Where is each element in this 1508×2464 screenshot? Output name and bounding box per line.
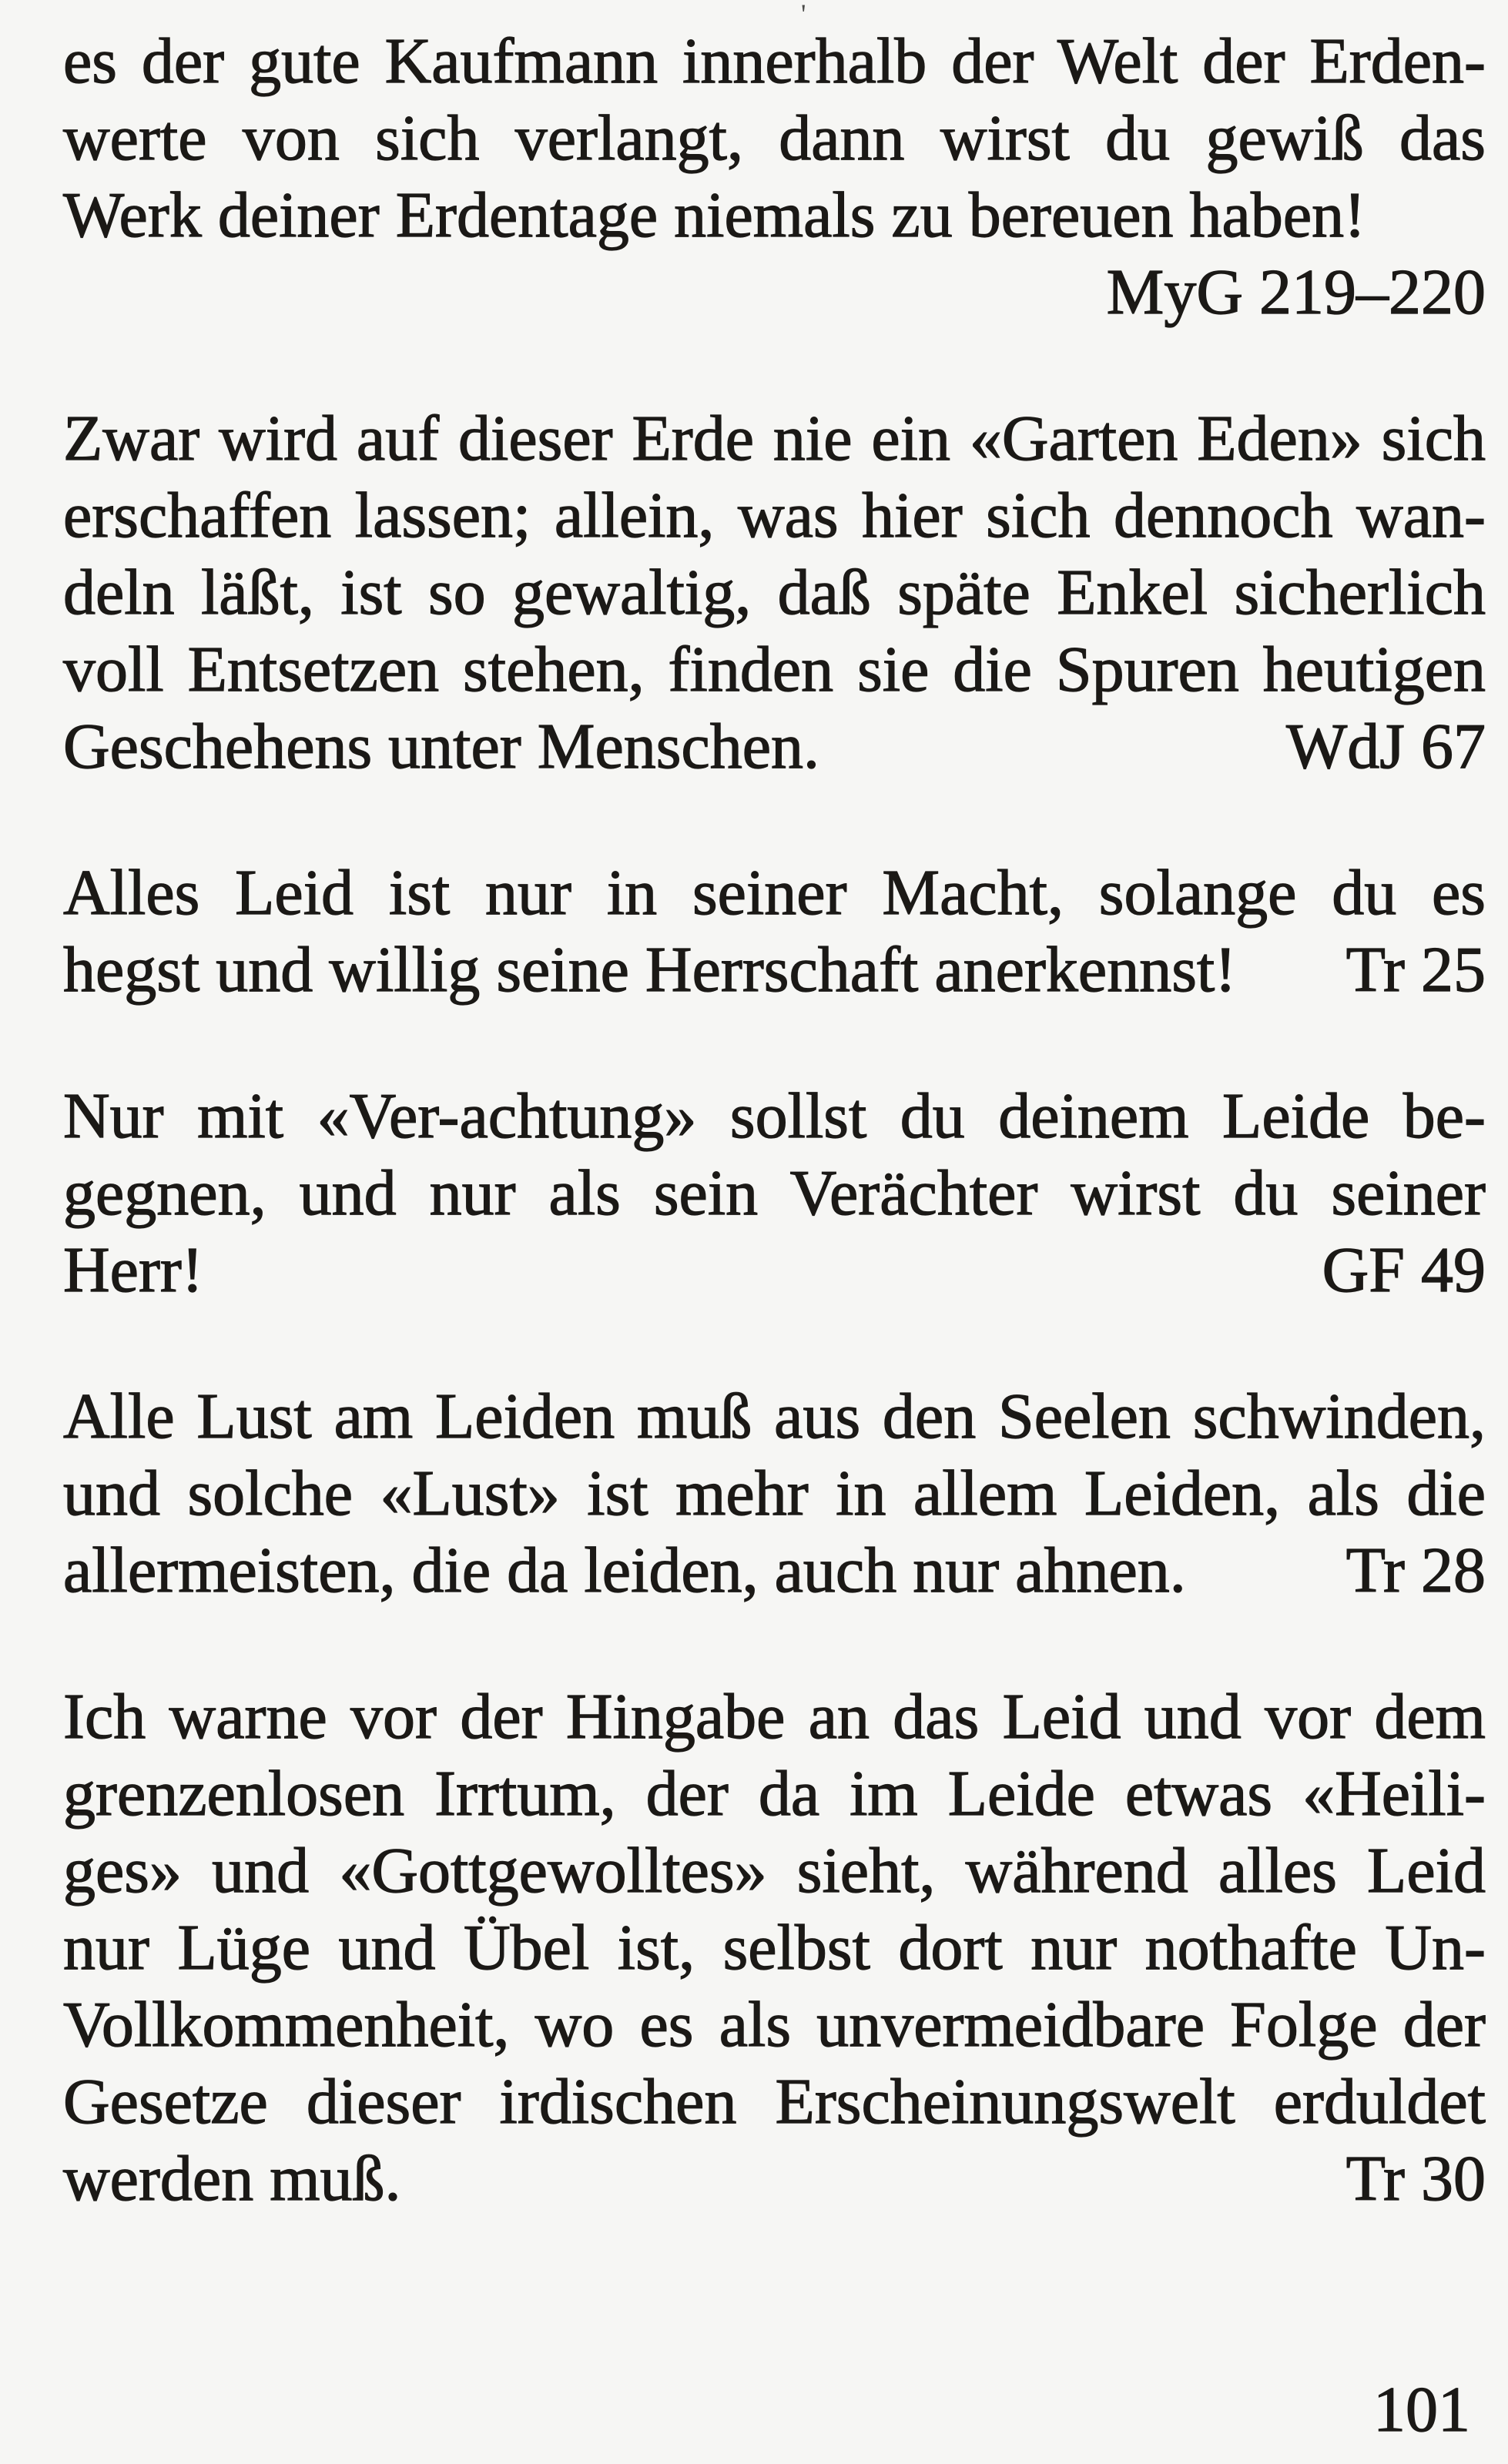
text-line xyxy=(63,1232,1486,1309)
text-fragment: hegst und willig seine Herrschaft anerkennst! xyxy=(63,934,1237,1006)
text-line: es der gute Kaufmann innerhalb der Welt der Erden- xyxy=(63,25,1486,97)
text-line xyxy=(63,2141,1486,2218)
text-line: Alles Leid ist nur in seiner Macht, solange du es xyxy=(63,857,1486,929)
citation: Tr 25 xyxy=(1345,934,1486,1006)
text-line: und solche «Lust» ist mehr in allem Leiden, als die xyxy=(63,1458,1486,1529)
text-line: Werk deiner Erdentage niemals zu bereuen haben! xyxy=(63,179,1366,251)
text-fragment: Herr! xyxy=(63,1234,203,1306)
citation: MyG 219–220 xyxy=(1106,256,1486,328)
text-fragment: allermeisten, die da leiden, auch nur ahnen. xyxy=(63,1535,1186,1606)
text-line: deln läßt, ist so gewaltig, daß späte Enkel sicherlich xyxy=(63,557,1486,628)
text-line xyxy=(63,932,1486,1009)
text-line xyxy=(63,708,1486,785)
citation: Tr 30 xyxy=(1345,2143,1486,2215)
paragraph-6 xyxy=(63,1679,1486,2218)
text-line: voll Entsetzen stehen, finden sie die Spuren heutigen xyxy=(63,634,1486,705)
text-fragment: werden muß. xyxy=(63,2143,401,2215)
text-line: werte von sich verlangt, dann wirst du gewiß das xyxy=(63,102,1486,174)
text-line: nur Lüge und Übel ist, selbst dort nur nothafte Un- xyxy=(63,1912,1486,1984)
paragraph-4 xyxy=(63,1078,1486,1309)
text-line: grenzenlosen Irrtum, der da im Leide etwas «Heili- xyxy=(63,1758,1486,1830)
citation: Tr 28 xyxy=(1345,1535,1486,1606)
paragraph-5 xyxy=(63,1378,1486,1609)
text-fragment: Geschehens unter Menschen. xyxy=(63,711,819,782)
text-line: Nur mit «Ver-achtung» sollst du deinem Leide be- xyxy=(63,1080,1486,1152)
text-line: Ich warne vor der Hingabe an das Leid und vor dem xyxy=(63,1681,1486,1753)
text-line: Vollkommenheit, wo es als unvermeidbare Folge der xyxy=(63,1989,1486,2061)
text-line: Zwar wird auf dieser Erde nie ein «Garten Eden» sich xyxy=(63,403,1486,474)
paragraph-2 xyxy=(63,400,1486,785)
text-line xyxy=(63,1532,1486,1609)
paragraph-1 xyxy=(63,23,1486,331)
text-line: erschaffen lassen; allein, was hier sich dennoch wan- xyxy=(63,480,1486,551)
citation: GF 49 xyxy=(1322,1234,1486,1306)
scan-speck: ' xyxy=(801,0,806,29)
text-line: gegnen, und nur als sein Verächter wirst du seiner xyxy=(63,1157,1486,1229)
text-line: Alle Lust am Leiden muß aus den Seelen schwinden, xyxy=(63,1381,1486,1452)
citation: WdJ 67 xyxy=(1286,711,1486,782)
page-number: 101 xyxy=(1373,2374,1470,2446)
paragraph-3 xyxy=(63,855,1486,1009)
text-line: Gesetze dieser irdischen Erscheinungswelt erduldet xyxy=(63,2066,1486,2138)
text-line: ges» und «Gottgewolltes» sieht, während alles Leid xyxy=(63,1835,1486,1907)
page-text xyxy=(63,23,1486,2287)
